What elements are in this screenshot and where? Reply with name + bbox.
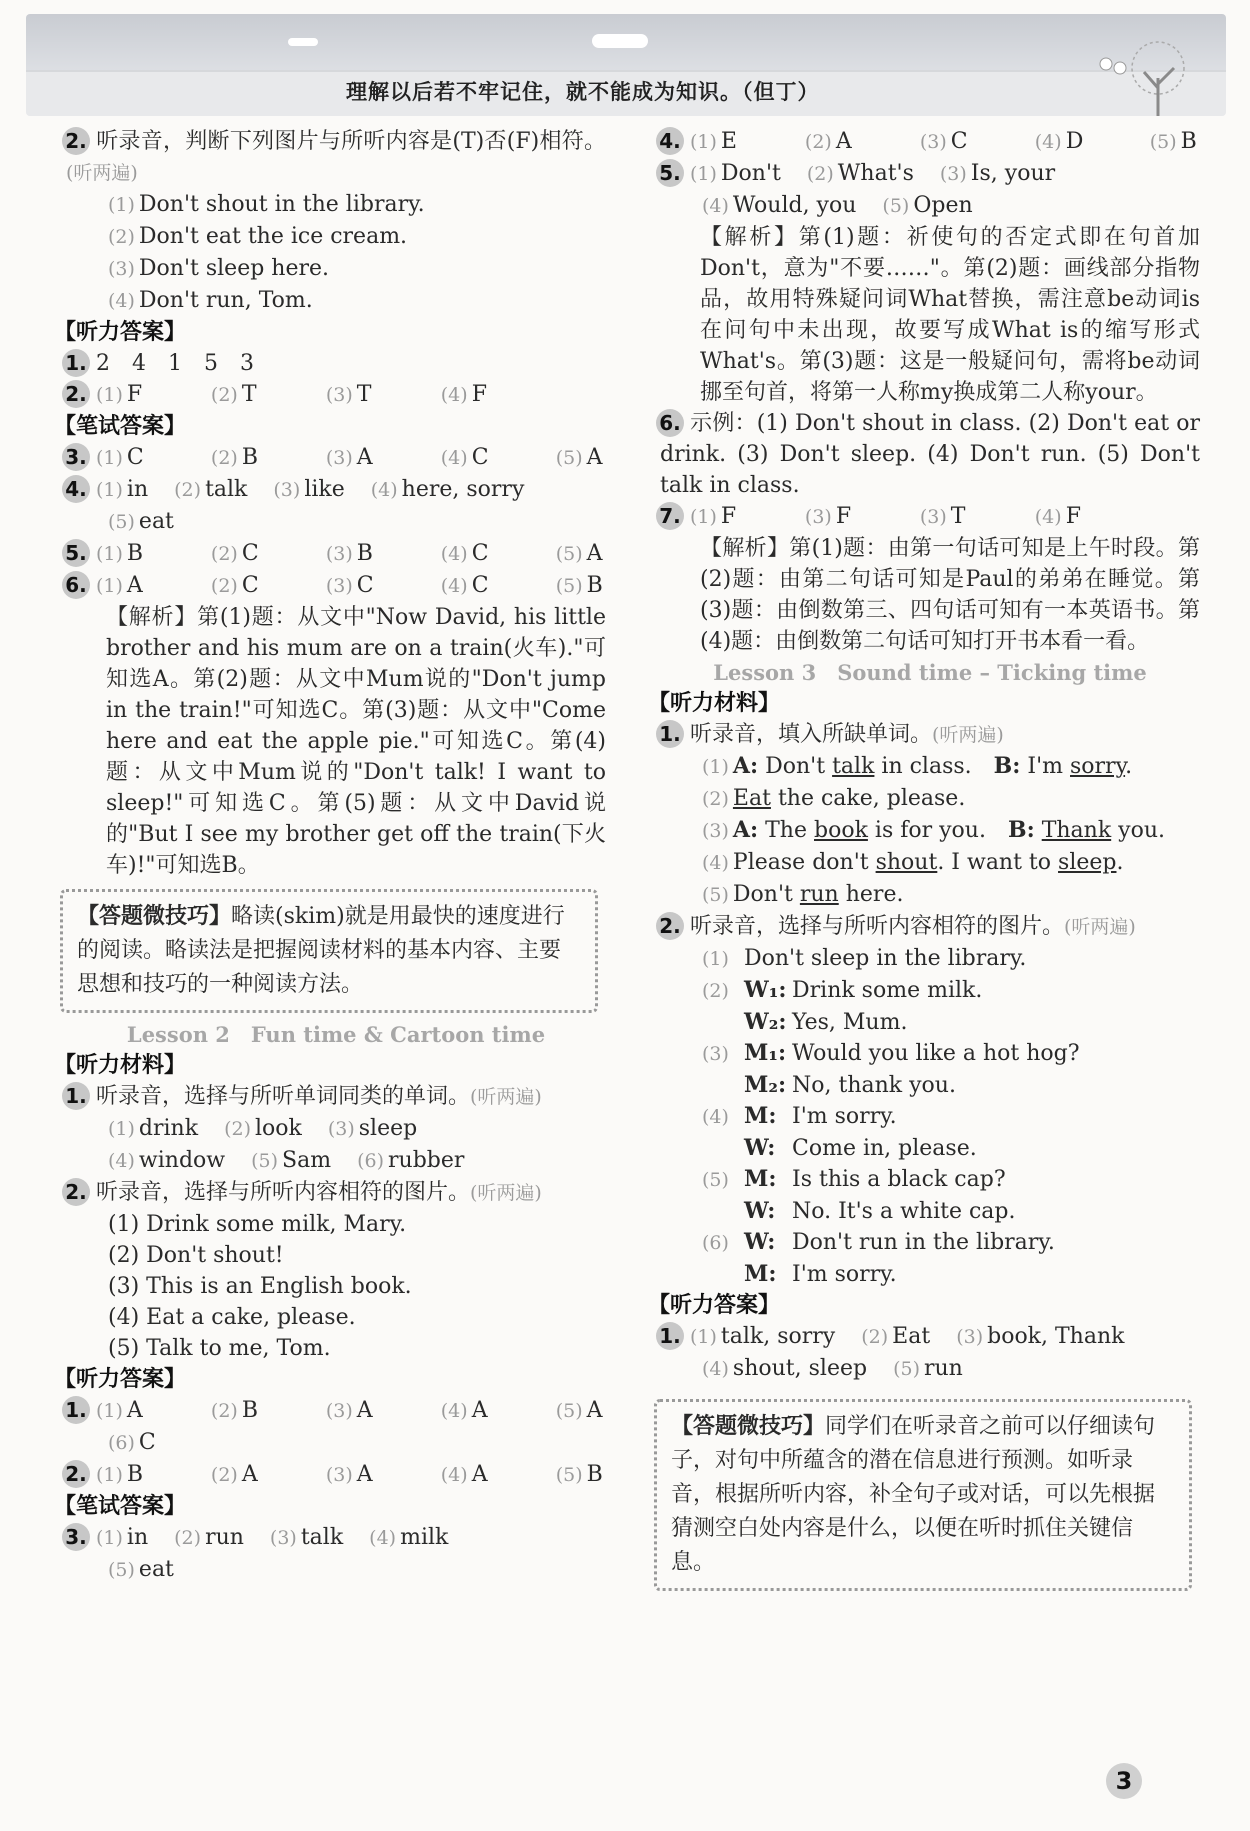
answer: C [950, 129, 968, 154]
dialog-number: (1) [702, 948, 729, 970]
m2-note: (听两遍) [1064, 916, 1136, 938]
answer: A [471, 1462, 488, 1487]
question-number: 1. [656, 720, 684, 748]
answer: A [356, 1462, 373, 1487]
answer: F [835, 504, 852, 529]
dialog-speaker: W: [744, 1229, 776, 1255]
filled-word: sleep [1058, 850, 1117, 875]
answer-row: 3. (1) C (2) B (3) A (4) C (5) A [66, 442, 606, 474]
dialog-text: Would you like a hot hog? [792, 1041, 1080, 1066]
analysis-5: 【解析】第(1)题：祈使句的否定式即在句首加Don't，意为"不要……"。第(2)题：画线部分指物品，故用特殊疑问词What替换，需注意be动词is在问句中未出现，故要写成What is的缩写形式What's。第(3)题：这是一般疑问句，需将be动词挪至句首，将第一人称my换成第二人称your。 [700, 225, 1200, 405]
answer: C [126, 445, 144, 470]
answer-row: 2. (1) B (2) A (3) A (4) A (5) B [66, 1459, 606, 1491]
q2-note: (听两遍) [66, 162, 138, 184]
section-header: 【听力答案】 [54, 320, 187, 345]
filled-word: Thank [1041, 818, 1112, 843]
question-number: 4. [656, 127, 684, 155]
answer: book, Thank [987, 1324, 1125, 1349]
text: Don't [732, 882, 793, 907]
tip-text: 略读(skim)就是用最快的速度进行的阅读。略读法是把握阅读材料的基本内容、主要思想和技巧的一种阅读方法。 [77, 904, 565, 997]
dialog-speaker: M: [744, 1166, 777, 1192]
section-header: 【听力答案】 [648, 1293, 781, 1318]
answer-row: (5) eat [108, 1557, 174, 1582]
answer-row: 7. (1) F (3) F (3) T (4) F [660, 501, 1200, 533]
m2-instruction [66, 1177, 606, 1209]
answer: T [241, 382, 257, 407]
answer: A [586, 541, 603, 566]
dialog-line [660, 1164, 1200, 1196]
cloud-icon [592, 34, 648, 48]
answer: talk [205, 477, 248, 502]
answer: talk [300, 1525, 344, 1550]
answer: What's [837, 161, 914, 186]
answer: A [586, 1398, 603, 1423]
section-header: 【笔试答案】 [54, 414, 187, 439]
list-item: (1) Don't shout in the library. [108, 192, 425, 217]
text: Please don't [732, 850, 869, 875]
text: you. [1118, 818, 1166, 843]
list-item: (5) Don't run here. [702, 882, 904, 907]
text: is for you. [874, 818, 986, 843]
list-item: (3) This is an English book. [108, 1274, 412, 1299]
word: window [138, 1148, 226, 1173]
section-header: 【笔试答案】 [54, 1494, 187, 1519]
speaker: A: [732, 817, 759, 843]
tip-title: 【答题微技巧】 [671, 1414, 826, 1439]
dialog-text: No, thank you. [792, 1073, 956, 1098]
answer-row [66, 348, 606, 379]
filled-word: book [814, 818, 868, 843]
text: I'm [1027, 754, 1063, 779]
word-row: (4) window (5) Sam (6) rubber [108, 1148, 465, 1173]
word: Sam [282, 1148, 332, 1173]
dialog-text: Don't run in the library. [792, 1230, 1055, 1255]
answer: B [126, 1462, 144, 1487]
answer: F [126, 382, 143, 407]
word: sleep [358, 1116, 418, 1141]
dialog-line [660, 1227, 1200, 1259]
dialog-text: Drink some milk. [792, 978, 983, 1003]
list-item: (4) Don't run, Tom. [108, 288, 313, 313]
answer: A [586, 445, 603, 470]
answer: C [471, 445, 489, 470]
m1-instruction [66, 1081, 606, 1113]
dialog-speaker: M₁: [744, 1040, 787, 1066]
question-number: 5. [656, 159, 684, 187]
answer-row: 6. (1) A (2) C (3) C (4) C (5) B [66, 570, 606, 602]
dialog-text: I'm sorry. [792, 1104, 897, 1129]
m2-instruction [660, 911, 1200, 943]
section-header: 【听力材料】 [54, 1053, 187, 1078]
tip-box [60, 889, 598, 1013]
list-item: (3) Don't sleep here. [108, 256, 330, 281]
dialog-text: Come in, please. [792, 1136, 977, 1161]
answer-row: 1. (1) talk, sorry (2) Eat (3) book, Thank [660, 1321, 1200, 1353]
example-lead: 示例： [690, 411, 757, 436]
q2-item-3: Don't sleep here. [138, 256, 330, 281]
answer-row: (6) C [108, 1430, 156, 1455]
right-column [648, 126, 1200, 1597]
dialog-line [660, 1259, 1200, 1290]
dialog-text: No. It's a white cap. [792, 1199, 1016, 1224]
text: the cake, please. [777, 786, 966, 811]
q2-instruction [66, 126, 606, 189]
question-number: 2. [62, 1178, 90, 1206]
answer-row: 2. (1) F (2) T (3) T (4) F [66, 379, 606, 411]
text: Don't [765, 754, 826, 779]
answer: Is, your [970, 161, 1056, 186]
dialog-line [660, 975, 1200, 1007]
answer: B [586, 1462, 603, 1487]
answer: F [1065, 504, 1081, 529]
answer: F [720, 504, 737, 529]
answer: B [241, 445, 259, 470]
dialog-speaker: W₂: [744, 1009, 787, 1035]
list-item: (4) Please don't shout. I want to sleep. [702, 850, 1124, 875]
answer-row: 1. (1) A (2) B (3) A (4) A (5) A [66, 1395, 606, 1427]
m1-text: 听录音，填入所缺单词。 [690, 722, 933, 747]
list-item: (4) Eat a cake, please. [108, 1305, 356, 1330]
speaker: B: [1007, 817, 1035, 843]
answer: B [1180, 129, 1197, 154]
question-number: 1. [62, 1082, 90, 1110]
dialog-text: Yes, Mum. [792, 1010, 908, 1035]
answer: like [304, 477, 345, 502]
answer: C [471, 573, 489, 598]
filled-word: talk [832, 754, 875, 779]
answer-text: 2 4 1 5 3 [96, 351, 254, 376]
tip-box [654, 1399, 1192, 1591]
answer-row: (4) shout, sleep (5) run [702, 1356, 963, 1381]
speaker: B: [993, 753, 1021, 779]
q2-item-1: Don't shout in the library. [138, 192, 425, 217]
answer: B [356, 541, 373, 566]
dialog-number: (2) [702, 980, 729, 1002]
text: The [765, 818, 807, 843]
tip-title: 【答题微技巧】 [77, 904, 232, 929]
answer: C [138, 1430, 156, 1455]
question-number: 5. [62, 539, 90, 567]
answer: A [356, 1398, 373, 1423]
text: here. [845, 882, 904, 907]
list-item: (2) Don't eat the ice cream. [108, 224, 408, 249]
dialog-speaker: W: [744, 1198, 776, 1224]
answer: C [241, 573, 259, 598]
answer: B [126, 541, 144, 566]
dialog-line [660, 1070, 1200, 1101]
answer: eat [138, 509, 174, 534]
dialog-line [660, 1196, 1200, 1227]
dialog-text: Don't sleep in the library. [744, 946, 1027, 971]
answer: C [241, 541, 259, 566]
answer: C [471, 541, 489, 566]
answer: shout, sleep [732, 1356, 868, 1381]
q2-item-2: Don't eat the ice cream. [138, 224, 408, 249]
dialog-speaker: M₂: [744, 1072, 787, 1098]
dialog-text: I'm sorry. [792, 1262, 897, 1287]
question-number: 6. [656, 409, 684, 437]
answer: Open [913, 193, 973, 218]
analysis-7: 【解析】第(1)题：由第一句话可知是上午时段。第(2)题：由第二句话可知是Paul的弟弟在睡觉。第(3)题：由倒数第三、四句话可知有一本英语书。第(4)题：由倒数第二句话可知打开书本看一看。 [700, 536, 1200, 654]
answer: E [720, 129, 737, 154]
m1-note: (听两遍) [470, 1086, 542, 1108]
answer: run [924, 1356, 963, 1381]
answer: run [205, 1525, 244, 1550]
list-item: (1) A: Don't talk in class. B: I'm sorry. [702, 753, 1133, 779]
question-number: 2. [62, 127, 90, 155]
filled-word: run [799, 882, 839, 907]
q2-text: 听录音，判断下列图片与所听内容是(T)否(F)相符。 [96, 129, 606, 154]
cloud-icon [288, 38, 318, 46]
answer: F [471, 382, 487, 407]
page-number: 3 [1106, 1763, 1142, 1799]
question-number: 1. [62, 349, 90, 377]
section-header: 【听力材料】 [648, 691, 781, 716]
answer-row: 5. (1) Don't (2) What's (3) Is, your [660, 158, 1200, 190]
answer-row: 5. (1) B (2) C (3) B (4) C (5) A [66, 538, 606, 570]
dialog-number: (5) [702, 1169, 729, 1191]
answer-row: 3. (1) in (2) run (3) talk (4) milk [66, 1522, 606, 1554]
word: look [254, 1116, 302, 1141]
filled-word: Eat [732, 786, 771, 811]
answer: A [835, 129, 852, 154]
word: rubber [388, 1148, 465, 1173]
m2-text: 听录音，选择与所听内容相符的图片。 [690, 914, 1065, 939]
dialog-number: (3) [702, 1043, 729, 1065]
answer: milk [400, 1525, 449, 1550]
dialog-text: Is this a black cap? [792, 1167, 1006, 1192]
answer: A [471, 1398, 488, 1423]
word-row: (1) drink (2) look (3) sleep [108, 1116, 418, 1141]
m1-note: (听两遍) [932, 724, 1004, 746]
example-text: (1) Don't shout in class. (2) Don't eat or drink. (3) Don't sleep. (4) Don't run. (5) Don't talk in class. [660, 411, 1200, 498]
text: . [1116, 850, 1124, 875]
analysis-6: 【解析】第(1)题：从文中"Now David, his little brother and his mum are on a train(火车)."可知选A。第(2)题：从文中Mum说的"Don't jump in the train!"可知选C。第(3)题：从文中"Come here and eat the apple pie."可知选C。第(4)题：从文中Mum说的"Don't talk! I want to sleep!"可知选C。第(5)题：从文中David说的"But I see my brother get off the train(下火车)!"可知选B。 [106, 605, 606, 878]
m2-note: (听两遍) [470, 1182, 542, 1204]
tip-text: 同学们在听录音之前可以仔细读句子，对句中所蕴含的潜在信息进行预测。如听录音，根据所听内容，补全句子或对话，可以先根据猜测空白处内容是什么，以便在听时抓住关键信息。 [671, 1414, 1156, 1575]
answer: Don't [720, 161, 781, 186]
answer: A [241, 1462, 258, 1487]
answer: T [950, 504, 966, 529]
answer: here, sorry [401, 477, 525, 502]
filled-word: shout [875, 850, 938, 875]
dialog-speaker: M: [744, 1261, 777, 1287]
list-item: (2) Don't shout! [108, 1243, 284, 1268]
section-header: 【听力答案】 [54, 1367, 187, 1392]
list-item: (3) A: The book is for you. B: Thank you. [702, 817, 1166, 843]
question-number: 1. [62, 1396, 90, 1424]
question-number: 6. [62, 571, 90, 599]
answer-row: 4. (1) E (2) A (3) C (4) D (5) B [660, 126, 1200, 158]
dialog-number: (4) [702, 1106, 729, 1128]
answer: Eat [892, 1324, 931, 1349]
word: drink [138, 1116, 199, 1141]
dialog-speaker: W₁: [744, 977, 787, 1003]
answer: in [126, 1525, 149, 1550]
m1-instruction [660, 719, 1200, 751]
dialog-line [660, 1101, 1200, 1133]
text: in class. [881, 754, 972, 779]
text: . [1125, 754, 1133, 779]
answer: talk, sorry [720, 1324, 836, 1349]
answer: A [126, 573, 143, 598]
question-number: 7. [656, 502, 684, 530]
answer-row: (4) Would, you (5) Open [702, 193, 973, 218]
answer: A [126, 1398, 143, 1423]
lesson-title: Lesson 2 Fun time & Cartoon time [126, 1022, 546, 1047]
tree-icon [1088, 38, 1208, 116]
text: . I want to [937, 850, 1052, 875]
answer-row [660, 408, 1200, 501]
answer-row: (5) eat [108, 509, 174, 534]
answer: Would, you [732, 193, 857, 218]
list-item: (1) Drink some milk, Mary. [108, 1212, 407, 1237]
dialog-number: (6) [702, 1232, 729, 1254]
question-number: 3. [62, 443, 90, 471]
motto: 理解以后若不牢记住，就不能成为知识。（但丁） [346, 80, 820, 104]
answer: B [241, 1398, 259, 1423]
lesson-title: Lesson 3 Sound time – Ticking time [713, 660, 1147, 685]
answer: C [356, 573, 374, 598]
dialog-list [660, 943, 1200, 1290]
question-number: 2. [62, 380, 90, 408]
question-number: 2. [62, 1460, 90, 1488]
dialog-speaker: W: [744, 1135, 776, 1161]
dialog-speaker: M: [744, 1103, 777, 1129]
question-number: 1. [656, 1322, 684, 1350]
answer-row: 4. (1) in (2) talk (3) like (4) here, sorry [66, 474, 606, 506]
list-item: (2) Eat the cake, please. [702, 786, 966, 811]
dialog-line [660, 1038, 1200, 1070]
dialog-line [660, 1007, 1200, 1038]
answer: eat [138, 1557, 174, 1582]
question-number: 2. [656, 912, 684, 940]
question-number: 4. [62, 475, 90, 503]
m1-text: 听录音，选择与所听单词同类的单词。 [96, 1084, 471, 1109]
answer: A [356, 445, 373, 470]
answer: in [126, 477, 149, 502]
header-banner [26, 14, 1226, 116]
answer: B [586, 573, 603, 598]
m2-text: 听录音，选择与所听内容相符的图片。 [96, 1180, 471, 1205]
dialog-line [660, 1133, 1200, 1164]
list-item: (5) Talk to me, Tom. [108, 1336, 331, 1361]
q2-item-4: Don't run, Tom. [138, 288, 313, 313]
answer: D [1065, 129, 1084, 154]
dialog-line [660, 943, 1200, 975]
left-column [54, 126, 606, 1586]
speaker: A: [732, 753, 759, 779]
filled-word: sorry [1070, 754, 1126, 779]
question-number: 3. [62, 1523, 90, 1551]
answer: T [356, 382, 372, 407]
